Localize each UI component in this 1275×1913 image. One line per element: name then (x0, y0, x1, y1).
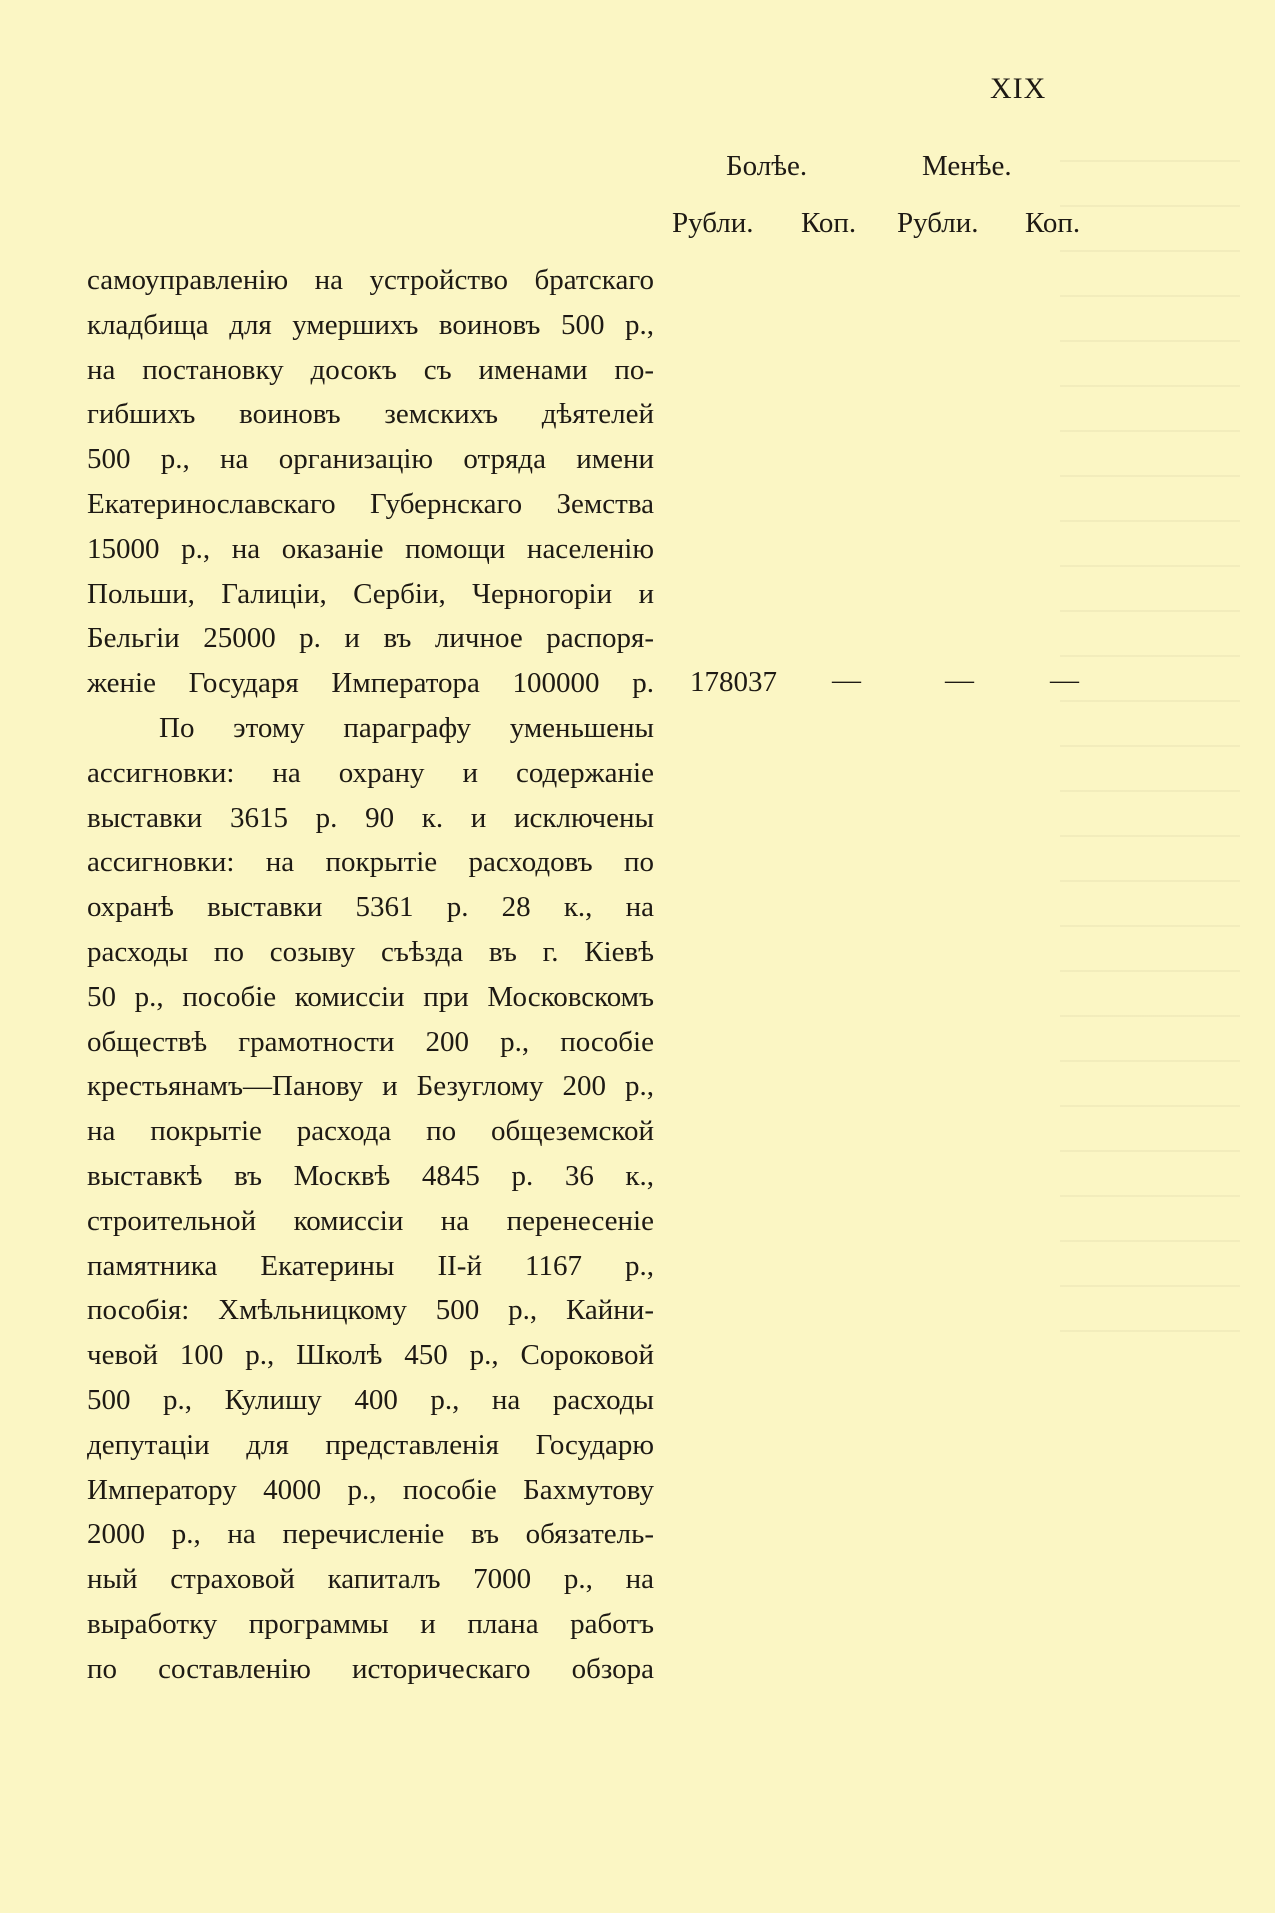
text-line: ассигновки: на покрытіе расходовъ по (87, 846, 654, 879)
text-line: 2000 р., на перечисленіе въ обязатель- (87, 1518, 654, 1551)
text-line: выработку программы и плана работъ (87, 1607, 654, 1640)
text-line: крестьянамъ—Панову и Безуглому 200 р., (87, 1070, 654, 1103)
text-line: памятника Екатерины II-й 1167 р., (87, 1249, 654, 1282)
text-line: выставкѣ въ Москвѣ 4845 р. 36 к., (87, 1159, 654, 1192)
show-through-bleed (1060, 160, 1240, 1360)
column-header-less: Менѣе. (922, 150, 1012, 182)
column-header-kopecks-less: Коп. (1025, 207, 1081, 239)
text-line: самоуправленію на устройство братскаго (87, 264, 654, 296)
text-line: 15000 р., на оказаніе помощи населенію (87, 532, 654, 565)
paragraph-start-line: По этому параграфу уменьшены (159, 711, 654, 744)
column-header-kopecks-more: Коп. (801, 207, 857, 239)
text-line: строительной комиссіи на перенесеніе (87, 1204, 654, 1237)
text-line: кладбища для умершихъ воиновъ 500 р., (87, 308, 654, 341)
text-line: пособія: Хмѣльницкому 500 р., Кайни- (87, 1294, 654, 1327)
column-header-more: Болѣе. (726, 150, 808, 182)
text-line: на покрытіе расхода по общеземской (87, 1115, 654, 1148)
text-line: Польши, Галиціи, Сербіи, Черногоріи и (87, 577, 654, 610)
text-line: ассигновки: на охрану и содержаніе (87, 756, 654, 789)
amount-less-rubles: — (945, 664, 974, 696)
text-line: Бельгіи 25000 р. и въ личное распоря- (87, 622, 654, 655)
text-line: охранѣ выставки 5361 р. 28 к., на (87, 891, 654, 924)
amount-less-kopecks: — (1050, 664, 1079, 696)
text-line: депутаціи для представленія Государю (87, 1428, 654, 1461)
text-line: ный страховой капиталъ 7000 р., на (87, 1563, 654, 1596)
text-line: Императору 4000 р., пособіе Бахмутову (87, 1473, 654, 1506)
text-line: выставки 3615 р. 90 к. и исключены (87, 801, 654, 834)
text-line: 50 р., пособіе комиссіи при Московскомъ (87, 980, 654, 1013)
page-number: XIX (990, 72, 1047, 105)
text-line: гибшихъ воиновъ земскихъ дѣятелей (87, 398, 654, 431)
text-line: обществѣ грамотности 200 р., пособіе (87, 1025, 654, 1058)
column-header-rubles-more: Рубли. (672, 207, 754, 239)
text-line: 500 р., на организацію отряда имени (87, 443, 654, 476)
amount-more-kopecks: — (832, 664, 861, 696)
text-line: на постановку досокъ съ именами по- (87, 353, 654, 386)
column-header-rubles-less: Рубли. (897, 207, 979, 239)
text-line: по составленію историческаго обзора (87, 1652, 654, 1685)
text-line: 500 р., Кулишу 400 р., на расходы (87, 1383, 654, 1416)
text-line: чевой 100 р., Школѣ 450 р., Сороковой (87, 1339, 654, 1372)
text-line: женіе Государя Императора 100000 р. (87, 667, 654, 700)
text-line: Екатеринославскаго Губернскаго Земства (87, 487, 654, 520)
body-text (87, 258, 654, 1692)
text-line: расходы по созыву съѣзда въ г. Кіевѣ (87, 935, 654, 968)
amount-more-rubles: 178037 (690, 666, 777, 698)
